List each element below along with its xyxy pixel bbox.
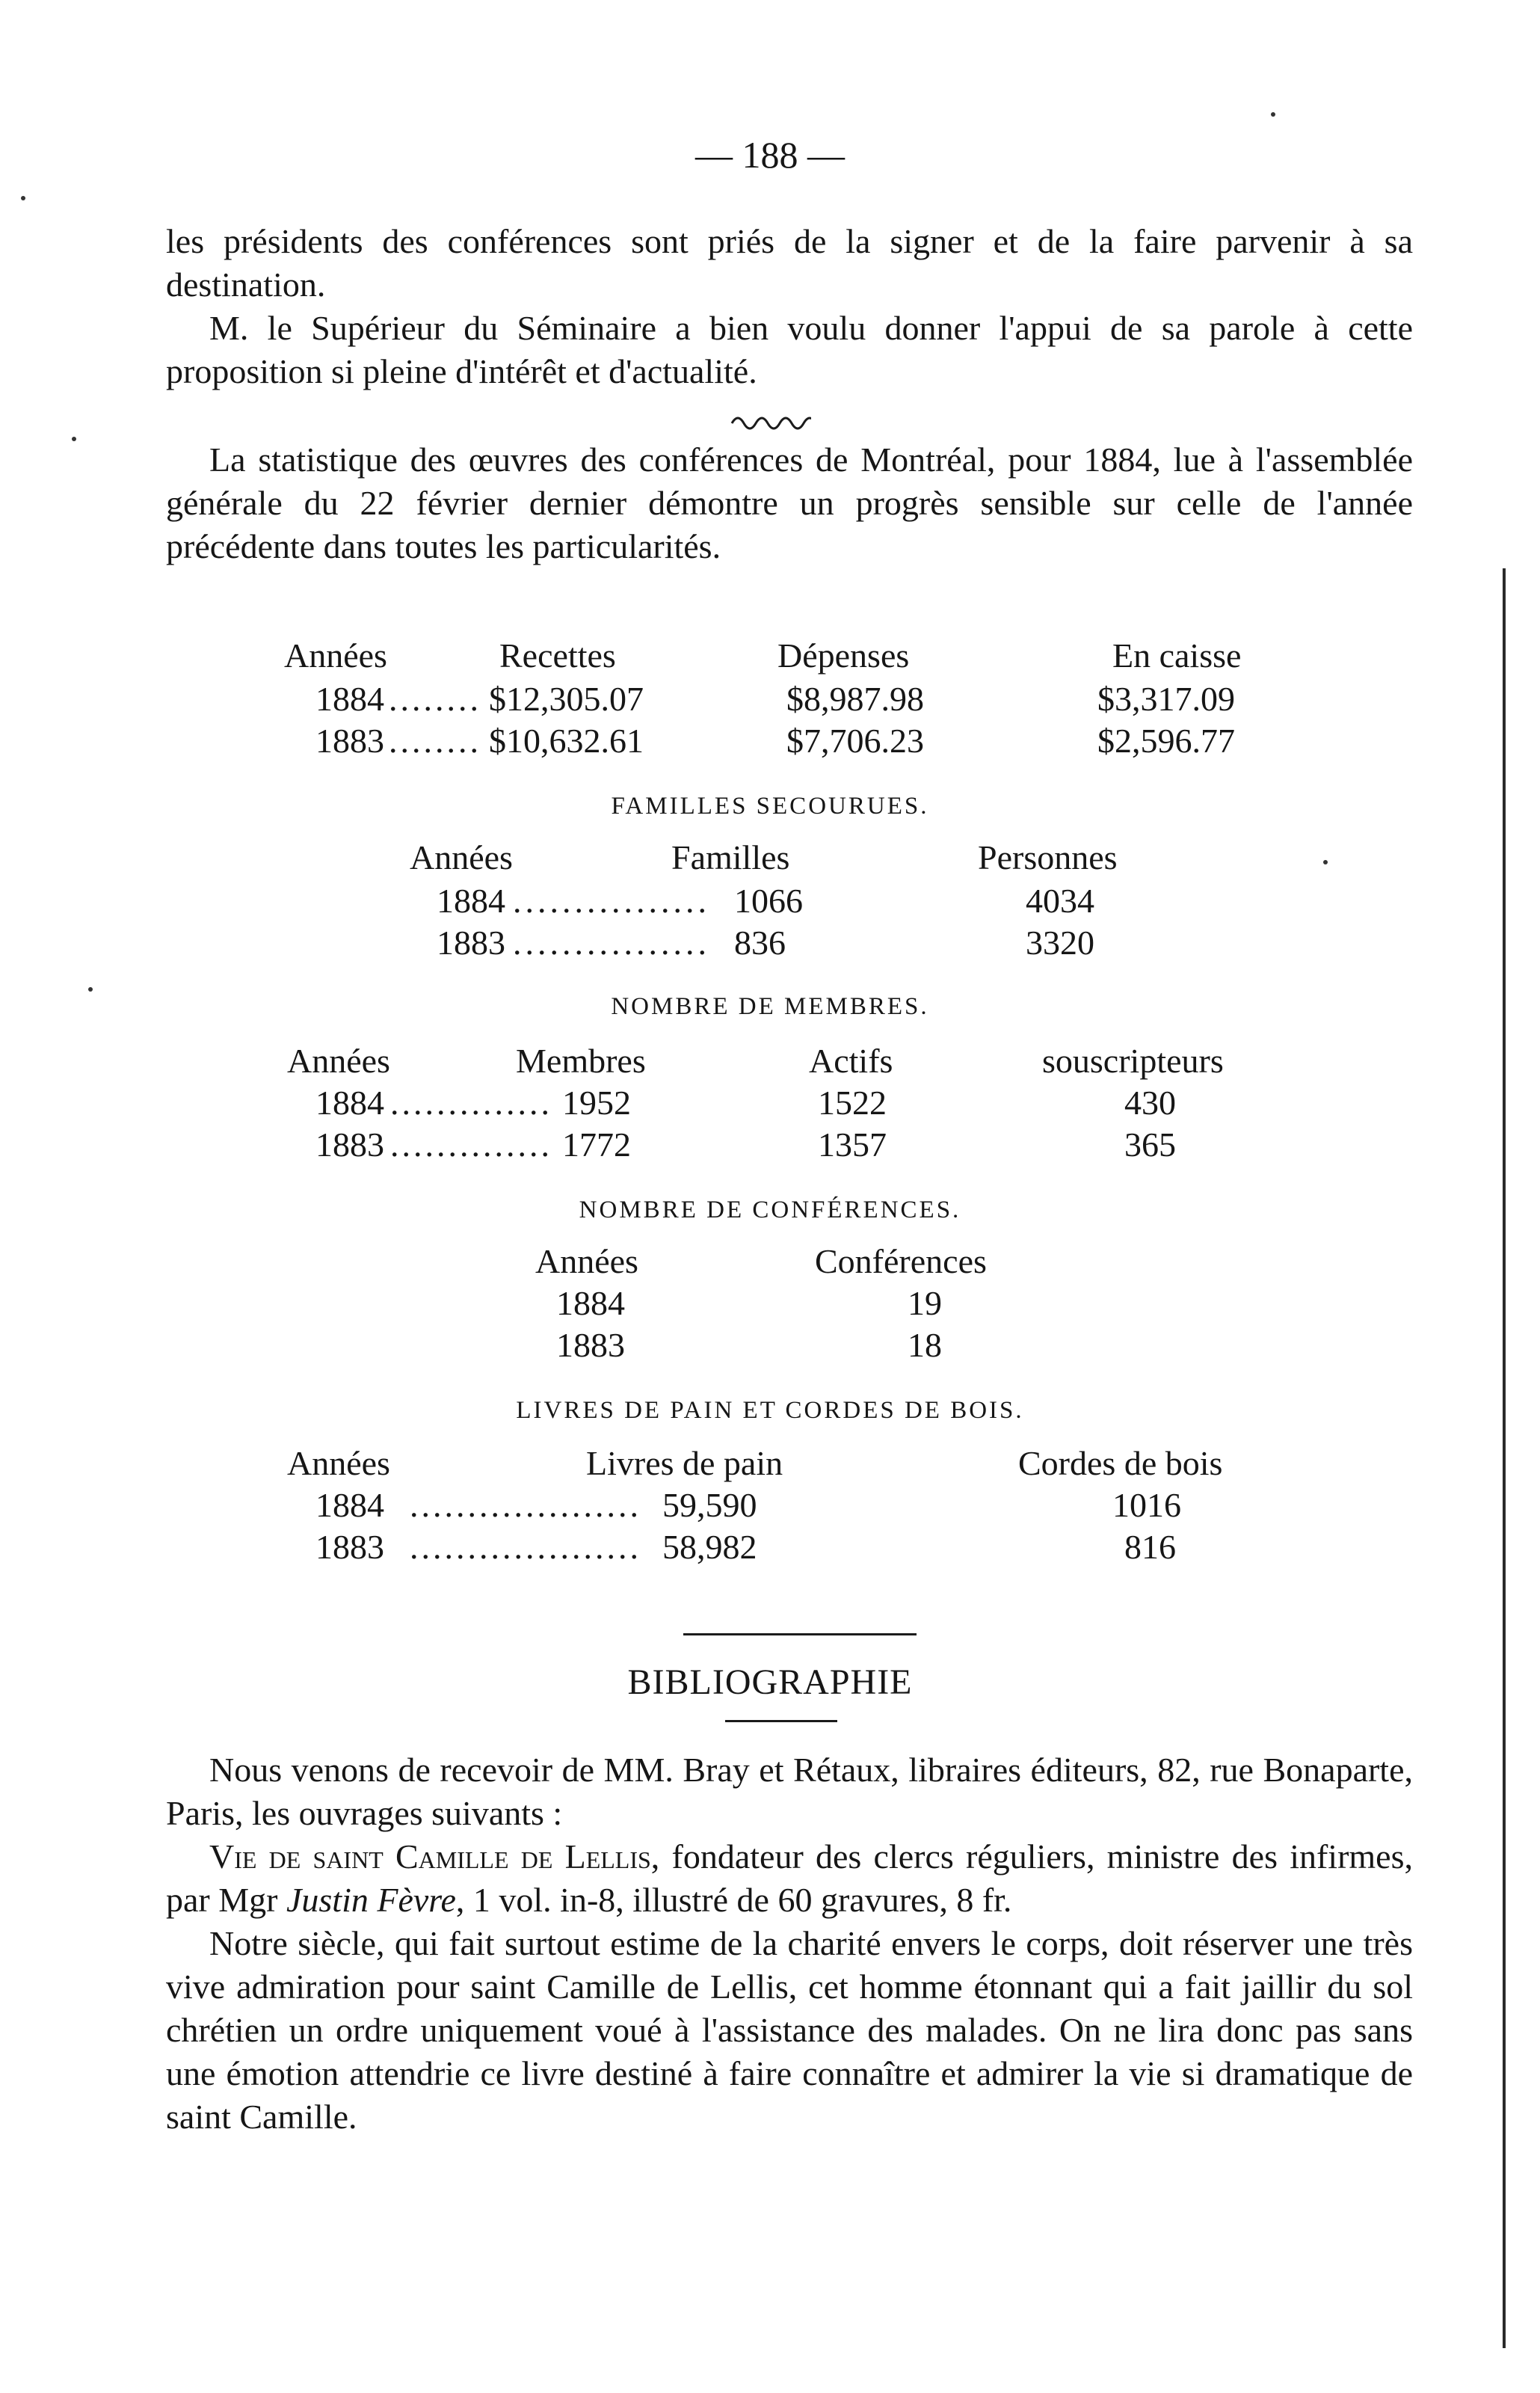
section-heading-conferences: NOMBRE DE CONFÉRENCES. [579, 1196, 961, 1223]
finance-row-receipts: $12,305.07 [489, 680, 644, 718]
pain-bois-header-bread: Livres de pain [586, 1444, 783, 1482]
finance-row-expenses: $8,987.98 [786, 680, 924, 718]
statistics-text [166, 438, 1413, 568]
section-heading-familles: FAMILLES SECOURUES. [611, 793, 929, 820]
membres-row-members: 1952 [562, 1084, 631, 1122]
familles-row-persons: 3320 [1026, 924, 1094, 962]
paragraph-statistique: La statistique des œuvres des conférences de Montréal, pour 1884, lue à l'assemblée générale du 22 février dernier démontre un progrès sensible sur celle de l'année précédente dans toutes les particularités. [166, 440, 1413, 565]
section-rule [683, 1633, 917, 1635]
finance-header-years: Années [284, 636, 387, 675]
leader-dots: ........ [389, 722, 481, 760]
intro-text [166, 220, 1413, 393]
finance-row-expenses: $7,706.23 [786, 722, 924, 760]
bibliography-text [166, 1748, 1413, 2139]
familles-header-persons: Personnes [978, 838, 1118, 876]
leader-dots: .............. [390, 1084, 552, 1122]
ornament-divider-icon [729, 410, 811, 432]
membres-row-members: 1772 [562, 1125, 631, 1164]
membres-header-members: Membres [516, 1042, 646, 1080]
familles-row-year: 1883 [437, 924, 505, 962]
familles-header-families: Familles [671, 838, 790, 876]
finance-header-expenses: Dépenses [777, 636, 910, 675]
scan-edge-line [1503, 568, 1506, 2348]
finance-row-cash: $3,317.09 [1097, 680, 1235, 718]
pain-bois-row-bread: 58,982 [662, 1528, 757, 1566]
pain-bois-header-years: Années [287, 1444, 390, 1482]
pain-bois-row-year: 1884 [315, 1486, 384, 1524]
leader-dots: ................ [513, 882, 710, 920]
section-heading-pain-bois: LIVRES DE PAIN ET CORDES DE BOIS. [516, 1397, 1024, 1424]
leader-dots: .................... [410, 1528, 641, 1566]
paragraph-superieur: M. le Supérieur du Séminaire a bien voulu donner l'appui de sa parole à cette proposition si pleine d'intérêt et d'actualité. [166, 309, 1413, 390]
scan-speck [1323, 860, 1328, 864]
membres-row-year: 1884 [315, 1084, 384, 1122]
section-title-bibliographie: BIBLIOGRAPHIE [627, 1662, 913, 1702]
membres-row-subscribers: 365 [1124, 1125, 1176, 1164]
pain-bois-row-year: 1883 [315, 1528, 384, 1566]
pain-bois-row-wood: 1016 [1112, 1486, 1181, 1524]
pain-bois-header-wood: Cordes de bois [1018, 1444, 1223, 1482]
membres-header-years: Années [287, 1042, 390, 1080]
membres-header-active: Actifs [809, 1042, 893, 1080]
conferences-header-years: Années [535, 1242, 638, 1280]
conferences-row-count: 18 [908, 1326, 942, 1364]
leader-dots: .................... [410, 1486, 641, 1524]
leader-dots: ................ [513, 924, 710, 962]
membres-row-subscribers: 430 [1124, 1084, 1176, 1122]
scan-speck [21, 196, 25, 200]
finance-row-year: 1884 [315, 680, 384, 718]
finance-row-year: 1883 [315, 722, 384, 760]
title-underline [725, 1720, 837, 1722]
membres-row-active: 1522 [818, 1084, 887, 1122]
pain-bois-row-wood: 816 [1124, 1528, 1176, 1566]
membres-header-subscribers: souscripteurs [1042, 1042, 1224, 1080]
book-details: , 1 vol. in-8, illustré de 60 gravures, 8 fr. [455, 1881, 1012, 1919]
scan-speck [72, 437, 76, 441]
conferences-header-count: Conférences [815, 1242, 987, 1280]
familles-row-persons: 4034 [1026, 882, 1094, 920]
leader-dots: .............. [390, 1125, 552, 1164]
scan-speck [88, 987, 93, 992]
bibliography-intro: Nous venons de recevoir de MM. Bray et Rétaux, libraires éditeurs, 82, rue Bonaparte, Paris, les ouvrages suivants : [166, 1751, 1413, 1832]
page-number: — 188 — [695, 134, 845, 176]
paragraph-signature: les présidents des conférences sont priés de la signer et de la faire parvenir à sa destination. [166, 222, 1413, 304]
scan-speck [1271, 112, 1275, 117]
section-heading-membres: NOMBRE DE MEMBRES. [611, 993, 929, 1020]
membres-row-active: 1357 [818, 1125, 887, 1164]
familles-row-families: 836 [734, 924, 786, 962]
finance-header-cash: En caisse [1112, 636, 1242, 675]
conferences-row-year: 1883 [556, 1326, 625, 1364]
pain-bois-row-bread: 59,590 [662, 1486, 757, 1524]
finance-row-receipts: $10,632.61 [489, 722, 644, 760]
familles-header-years: Années [410, 838, 513, 876]
book-description: fondateur des clercs réguliers, ministre des infirmes, par Mgr [166, 1837, 1414, 1919]
book-author: Justin Fèvre [286, 1881, 456, 1919]
conferences-row-year: 1884 [556, 1284, 625, 1322]
finance-header-receipts: Recettes [499, 636, 616, 675]
book-title: Vie de saint Camille de Lellis, [209, 1837, 660, 1876]
familles-row-families: 1066 [734, 882, 803, 920]
book-entry [166, 1835, 1413, 1922]
leader-dots: ........ [389, 680, 481, 718]
membres-row-year: 1883 [315, 1125, 384, 1164]
conferences-row-count: 19 [908, 1284, 942, 1322]
familles-row-year: 1884 [437, 882, 505, 920]
book-review: Notre siècle, qui fait surtout estime de la charité envers le corps, doit réserver une très vive admiration pour saint Camille de Lellis, cet homme étonnant qui a fait jaillir du sol chrétien un ordre uniquement voué à l'assistance des malades. On ne lira donc pas sans une émotion attendrie ce livre destiné à faire connaître et admirer la vie si dramatique de saint Camille. [166, 1924, 1413, 2136]
finance-row-cash: $2,596.77 [1097, 722, 1235, 760]
